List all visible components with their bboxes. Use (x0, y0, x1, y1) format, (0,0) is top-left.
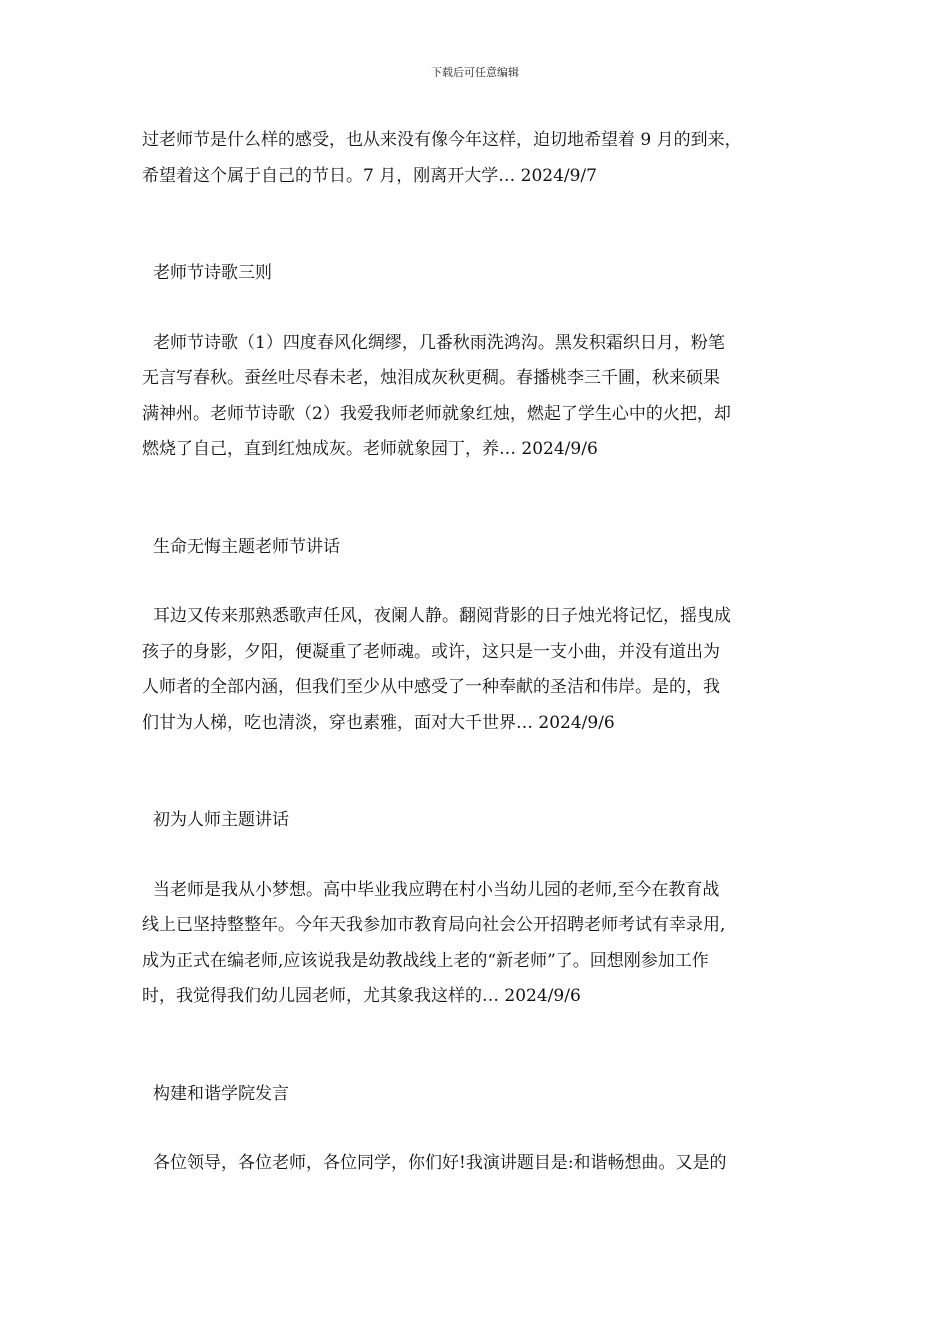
entry-title: 老师节诗歌三则 (153, 263, 272, 283)
excerpt-line: 们甘为人梯，吃也清淡，穿也素雅，面对大千世界… 2024/9/6 (142, 712, 615, 733)
excerpt-line: 线上已坚持整整年。今年天我参加市教育局向社会公开招聘老师考试有幸录用, (142, 915, 726, 935)
entry-title: 构建和谐学院发言 (153, 1083, 289, 1104)
entry-excerpt (142, 123, 812, 194)
excerpt-line: 满神州。老师节诗歌（2）我爱我师老师就象红烛，燃起了学生心中的火把，却 (142, 403, 731, 424)
excerpt-line: 过老师节是什么样的感受，也从来没有像今年这样，迫切地希望着 9 月的到来， (142, 130, 742, 150)
excerpt-line: 希望着这个属于自己的节日。7 月，刚离开大学… 2024/9/7 (142, 165, 597, 186)
entry-excerpt (142, 326, 812, 468)
excerpt-line: 耳边又传来那熟悉歌声任风，夜阑人静。翻阅背影的日子烛光将记忆，摇曳成 (153, 606, 731, 626)
entry-excerpt (142, 873, 812, 1015)
entry-excerpt (142, 1146, 812, 1182)
excerpt-line: 燃烧了自己，直到红烛成灰。老师就象园丁，养… 2024/9/6 (142, 439, 598, 459)
excerpt-line: 孩子的身影，夕阳，便凝重了老师魂。或许，这只是一支小曲，并没有道出为 (142, 641, 720, 662)
document-body (142, 123, 812, 1182)
excerpt-line: 老师节诗歌（1）四度春风化绸缪，几番秋雨洗鸿沟。黑发积霜织日月，粉笔 (153, 332, 725, 353)
excerpt-line: 各位领导，各位老师，各位同学，你们好!我演讲题目是:和谐畅想曲。又是的 (153, 1153, 727, 1173)
excerpt-line: 当老师是我从小梦想。高中毕业我应聘在村小当幼儿园的老师,至今在教育战 (153, 879, 720, 900)
excerpt-line: 无言写春秋。蚕丝吐尽春未老，烛泪成灰秋更稠。春播桃李三千圃，秋来硕果 (142, 368, 720, 388)
entry-excerpt (142, 599, 812, 741)
entry-title: 生命无悔主题老师节讲话 (153, 536, 340, 557)
excerpt-line: 成为正式在编老师,应该说我是幼教战线上老的“新老师”了。回想刚参加工作 (142, 950, 709, 971)
entry-title: 初为人师主题讲话 (153, 810, 289, 830)
excerpt-line: 时，我觉得我们幼儿园老师，尤其象我这样的… 2024/9/6 (142, 986, 581, 1006)
page-header: 下载后可任意编辑 (431, 66, 519, 79)
excerpt-line: 人师者的全部内涵，但我们至少从中感受了一种奉献的圣洁和伟岸。是的，我 (142, 677, 720, 697)
